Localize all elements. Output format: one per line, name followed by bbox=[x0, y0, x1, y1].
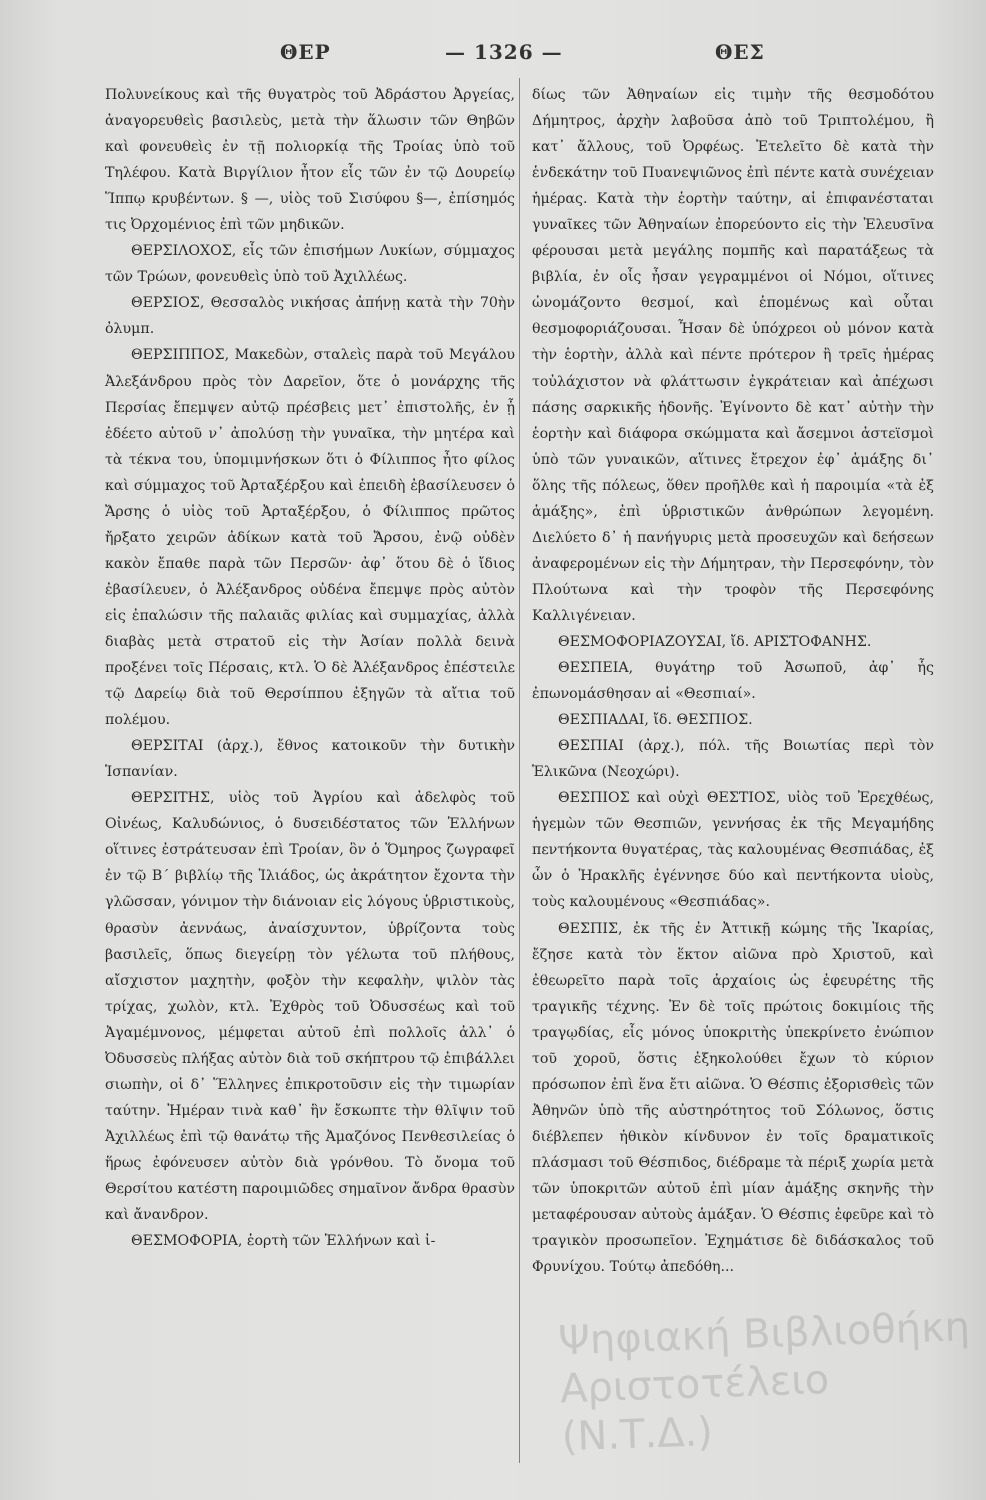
column-divider bbox=[519, 78, 520, 1463]
right-entry: ΘΕΣΠΙΑΔΑΙ, ἴδ. ΘΕΣΠΙΟΣ. bbox=[558, 712, 753, 729]
left-entry: ΘΕΡΣΙΟΣ, Θεσσαλὸς νικήσας ἀπήνῃ κατὰ τὴν 70ὴν ὀλυμπ. bbox=[105, 295, 515, 338]
right-entry-continuation: δίως τῶν Ἀθηναίων εἰς τιμὴν τῆς θεσμοδότου Δήμητρος, ἀρχὴν λαβοῦσα ἀπὸ τοῦ Τριπτολέμου, ἢ κατ᾽ ἄλλους, τοῦ Ὀρφέως. Ἐτελεῖτο δὲ κατὰ τὴν ἑνδεκάτην τοῦ Πυανεψιῶνος ἐπὶ πέντε κατὰ συνέχειαν ἡμέρας. Κατὰ τὴν ἑορτὴν ταύτην, αἱ ἐπιφανέσταται γυναῖκες τῶν Ἀθηναίων ἐπορεύοντο εἰς τὴν Ἐλευσῖνα φέρουσαι μετὰ μεγάλης πομπῆς καὶ παρατάξεως τὰ βιβλία, ἐν οἷς ἦσαν γεγραμμένοι οἱ Νόμοι, οἵτινες ὠνομάζοντο θεσμοί, καὶ ἑπομένως καὶ οὗται θεσμοφοριάζουσαι. Ἦσαν δὲ ὑπόχρεοι οὐ μόνον κατὰ τὴν ἑορτὴν, ἀλλὰ καὶ πέντε πρότερον ἢ τρεῖς ἡμέρας τοὐλάχιστον νὰ φλάττωσιν ἐγκράτειαν καὶ ἀπέχωσι πάσης σαρκικῆς ἡδονῆς. Ἐγίνοντο δὲ κατ᾽ αὐτὴν τὴν ἑορτὴν καὶ διάφορα σκώμματα καὶ ἄσεμνοι ἀστεϊσμοὶ ὑπὸ τῶν γυναικῶν, αἵτινες ἔτρεχον ἐφ᾽ ἁμάξης δι᾽ ὅλης τῆς πόλεως, ὅθεν προῆλθε καὶ ἡ παροιμία «τὰ ἐξ ἁμάξης», ἐπὶ ὑβριστικῶν ἀνθρώπων λεγομένη. Διελύετο δ᾽ ἡ πανήγυρις μετὰ προσευχῶν καὶ δεήσεων ἀναφερομένων εἰς τὴν Δήμητραν, τὴν Περσεφόνην, τὸν Πλούτωνα καὶ τὴν τροφὸν τῆς Περσεφόνης Καλλιγένειαν. bbox=[532, 87, 934, 624]
left-column bbox=[105, 82, 515, 1254]
header-right-guideword: ΘΕΣ bbox=[715, 40, 765, 64]
header-left-guideword: ΘΕΡ bbox=[280, 40, 331, 64]
left-entry-continuation: Πολυνείκους καὶ τῆς θυγατρὸς τοῦ Ἀδράστου Ἀργείας, ἀναγορευθεὶς βασιλεὺς, μετὰ τὴν ἅλωσιν τῶν Θηβῶν καὶ φονευθεὶς ἐν τῇ πολιορκίᾳ τῆς Τροίας ὑπὸ τοῦ Τηλέφου. Κατὰ Βιργίλιον ἦτον εἷς τῶν ἐν τῷ Δουρείῳ Ἵππῳ κρυβέντων. § —, υἱὸς τοῦ Σισύφου §—, ἐπίσημός τις Ὀρχομένιος ἐπὶ τῶν μηδικῶν. bbox=[105, 87, 515, 234]
right-entry: ΘΕΣΠΙΣ, ἐκ τῆς ἐν Ἀττικῇ κώμης τῆς Ἰκαρίας, ἔζησε κατὰ τὸν ἕκτον αἰῶνα πρὸ Χριστοῦ, καὶ ἐθεωρεῖτο παρὰ τοῖς ἀρχαίοις ὡς ἐφευρέτης τῆς τραγικῆς τέχνης. Ἐν δὲ τοῖς πρώτοις δοκιμίοις τῆς τραγῳδίας, εἷς μόνος ὑποκριτὴς ὑπεκρίνετο ἐνώπιον τοῦ χοροῦ, ὅστις ἐξηκολούθει ἔχων τὸ κύριον πρόσωπον ἐπὶ ἕνα ἔτι αἰῶνα. Ὁ Θέσπις ἐξορισθεὶς τῶν Ἀθηνῶν ὑπὸ τῆς αὐστηρότητος τοῦ Σόλωνος, ὅστις διέβλεπεν ἠθικὸν κίνδυνον ἐν τοῖς δραματικοῖς πλάσμασι τοῦ Θέσπιδος, διέδραμε τὰ πέριξ χωρία μετὰ τῶν ὑποκριτῶν αὐτοῦ ἐπὶ μίαν ἁμάξης σκηνῆς τὴν μεταφέρουσαν αὐτοὺς ἁμάξαν. Ὁ Θέσπις ἐφεῦρε καὶ τὸ τραγικὸν προσωπεῖον. Ἐχημάτισε δὲ διδάσκαλος τοῦ Φρυνίχου. Τούτῳ ἀπεδόθη... bbox=[532, 920, 934, 1276]
page-header bbox=[100, 40, 930, 70]
left-entry: ΘΕΣΜΟΦΟΡΙΑ, ἑορτὴ τῶν Ἑλλήνων καὶ ἰ- bbox=[131, 1233, 436, 1250]
right-entry: ΘΕΣΠΙΑΙ (ἀρχ.), πόλ. τῆς Βοιωτίας περὶ τὸν Ἑλικῶνα (Νεοχώρι). bbox=[532, 738, 934, 781]
right-entry: ΘΕΣΠΙΟΣ καὶ οὐχὶ ΘΕΣΤΙΟΣ, υἱὸς τοῦ Ἐρεχθέως, ἡγεμὼν τῶν Θεσπιῶν, γεννήσας ἐκ τῆς Μεγαμήδης πεντήκοντα θυγατέρας, τὰς καλουμένας Θεσπιάδας, ἐξ ὧν ὁ Ἡρακλῆς ἐγέννησε δύο καὶ πεντήκοντα υἱοὺς, τοὺς καλουμένους «Θεσπιάδας». bbox=[532, 790, 934, 911]
page-number: — 1326 — bbox=[445, 40, 563, 64]
right-entry: ΘΕΣΠΕΙΑ, θυγάτηρ τοῦ Ἀσωποῦ, ἀφ᾽ ἧς ἐπωνομάσθησαν αἱ «Θεσπιαί». bbox=[532, 660, 934, 703]
right-entry: ΘΕΣΜΟΦΟΡΙΑΖΟΥΣΑΙ, ἴδ. ΑΡΙΣΤΟΦΑΝΗΣ. bbox=[558, 633, 872, 650]
library-watermark: Ψηφιακή Βιβλιοθήκη Αριστοτέλειο (Ν.Τ.Δ.) bbox=[557, 1304, 971, 1461]
right-column bbox=[522, 82, 934, 1280]
left-entry: ΘΕΡΣΙΠΠΟΣ, Μακεδὼν, σταλεὶς παρὰ τοῦ Μεγάλου Ἀλεξάνδρου πρὸς τὸν Δαρεῖον, ὅτε ὁ μονάρχης τῆς Περσίας ἔπεμψεν αὐτῷ πρέσβεις μετ᾽ ἐπιστολῆς, ἐν ᾗ ἐδέετο αὐτοῦ ν᾽ ἀπολύσῃ τὴν γυναῖκα, τὴν μητέρα καὶ τὰ τέκνα του, ὑπομιμνήσκων ὅτι ὁ Φίλιππος ἦτο φίλος καὶ σύμμαχος τοῦ Ἀρταξέρξου καὶ ἐπειδὴ ἐβασίλευσεν ὁ Ἄρσης ὁ υἱὸς τοῦ Ἀρταξέρξου, ὁ Φίλιππος πρῶτος ἤρξατο χειρῶν ἀδίκων κατὰ τοῦ Ἄρσου, ἐνῷ οὐδὲν κακὸν ἔπαθε παρὰ τῶν Περσῶν· ἀφ᾽ ὅτου δὲ ὁ ἴδιος ἐβασίλευεν, ὁ Ἀλέξανδρος οὐδένα ἔπεμψε πρὸς αὐτὸν εἰς ἐπαλώσιν τῆς παλαιᾶς φιλίας καὶ συμμαχίας, ἀλλὰ διαβὰς μετὰ στρατοῦ εἰς τὴν Ἀσίαν πολλὰ δεινὰ προξένει τοῖς Πέρσαις, κτλ. Ὁ δὲ Ἀλέξανδρος ἐπέστειλε τῷ Δαρείῳ διὰ τοῦ Θερσίππου ἐξηγῶν τὰ αἴτια τοῦ πολέμου. bbox=[105, 347, 515, 729]
left-entry: ΘΕΡΣΙΛΟΧΟΣ, εἷς τῶν ἐπισήμων Λυκίων, σύμμαχος τῶν Τρώων, φονευθεὶς ὑπὸ τοῦ Ἀχιλλέως. bbox=[105, 243, 515, 286]
left-entry: ΘΕΡΣΙΤΑΙ (ἀρχ.), ἔθνος κατοικοῦν τὴν δυτικὴν Ἱσπανίαν. bbox=[105, 738, 515, 781]
left-entry: ΘΕΡΣΙΤΗΣ, υἱὸς τοῦ Ἀγρίου καὶ ἀδελφὸς τοῦ Οἰνέως, Καλυδώνιος, ὁ δυσειδέστατος τῶν Ἑλλήνων οἵτινες ἐστράτευσαν ἐπὶ Τροίαν, ὃν ὁ Ὅμηρος ζωγραφεῖ ἐν τῷ Β΄ βιβλίῳ τῆς Ἰλιάδος, ὡς ἀκράτητον ἔχοντα τὴν γλῶσσαν, γόνιμον τὴν διάνοιαν εἰς λόγους ὑβριστικοὺς, θρασὺν ἀεννάως, ἀναίσχυντον, ὑβρίζοντα τοὺς βασιλεῖς, ὅπως διεγείρῃ τὸν γέλωτα τοῦ πλήθους, αἴσχιστον μαχητὴν, φοξὸν τὴν κεφαλὴν, ψιλὸν τὰς τρίχας, χωλὸν, κτλ. Ἐχθρὸς τοῦ Ὀδυσσέως καὶ τοῦ Ἀγαμέμνονος, μέμφεται αὐτοῦ ἐπὶ πολλοῖς ἀλλ᾽ ὁ Ὀδυσσεὺς πλήξας αὐτὸν διὰ τοῦ σκήπτρου τῷ ἐπιβάλλει σιωπὴν, οἱ δ᾽ Ἕλληνες ἐπικροτοῦσιν εἰς τὴν τιμωρίαν ταύτην. Ἠμέραν τινὰ καθ᾽ ἣν ἔσκωπτε τὴν θλῖψιν τοῦ Ἀχιλλέως ἐπὶ τῷ θανάτῳ τῆς Ἀμαζόνος Πενθεσιλείας ὁ ἥρως ἐφόνευσεν αὐτὸν διὰ γρόνθου. Τὸ ὄνομα τοῦ Θερσίτου κατέστη παροιμιῶδες σημαῖνον ἄνδρα θρασὺν καὶ ἄνανδρον. bbox=[105, 790, 515, 1224]
